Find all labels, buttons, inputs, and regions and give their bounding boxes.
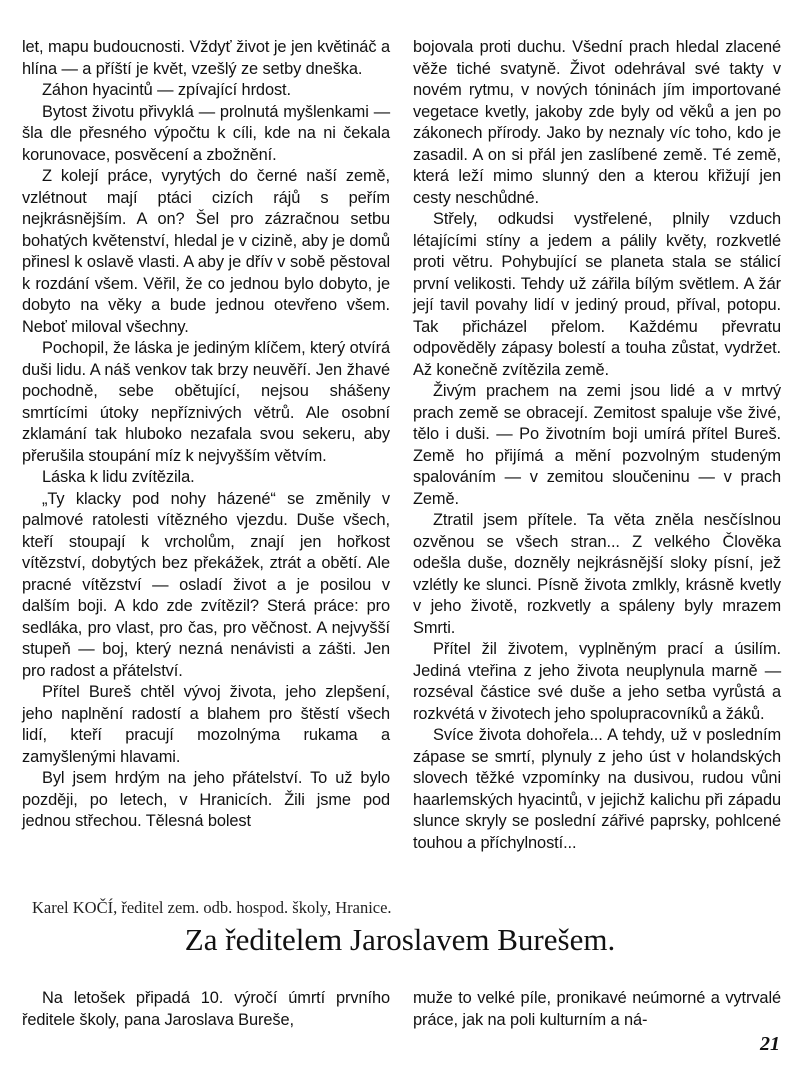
paragraph: Bytost životu přivyklá — prolnutá myšlenkami — šla dle přesného výpočtu k cíli, kde na ni čekala korunovace, posvěcení a zbožnění. [22, 102, 390, 164]
paragraph: Střely, odkudsi vystřelené, plnily vzduch létajícími stíny a jedem a pálily květy, rozkvetlé proti větru. Pohybující se planeta stala se stálicí první velikosti. Tehdy už zářila bílým světlem. A žár její tavil povahy lidí v jediný proud, příval, potopu. Tak přicházel přelom. Každému převratu odpověděly zápasy bolestí a touha zůstat, vydržet. Až konečně zvítězila země. [413, 210, 781, 379]
paragraph: Ztratil jsem přítele. Ta věta zněla nesčíslnou ozvěnou se všech stran... Z velkého Člověka odešla duše, dozněly nejkrásnější sloky písní, jež vzlétly ke slunci. Písně života zmlkly, krásně kvetly v jeho životě, rozkvetly a spáleny byly mrazem Smrti. [413, 511, 781, 637]
paragraph: Byl jsem hrdým na jeho přátelství. To už bylo později, po letech, v Hranicích. Žili jsme pod jednou střechou. Tělesná bolest [22, 769, 390, 830]
page-number: 21 [760, 1033, 780, 1055]
paragraph: Záhon hyacintů — zpívající hrdost. [42, 81, 291, 99]
author-line: Karel KOČÍ, ředitel zem. odb. hospod. školy, Hranice. [32, 898, 392, 917]
paragraph: Svíce života dohořela... A tehdy, už v posledním zápase se smrtí, plynuly z jeho úst v holandských slovech těžké vzpomínky na dusivou, rudou vůni haarlemských hyacintů, v jejichž kalichu při západu slunce skryly se poslední zářivé paprsky, pohlcené touhou a příchylností... [413, 726, 781, 852]
second-article-left-column [22, 988, 390, 1031]
paragraph: Na letošek připadá 10. výročí úmrtí prvního ředitele školy, pana Jaroslava Bureše, [22, 989, 390, 1029]
paragraph: Přítel Bureš chtěl vývoj života, jeho zlepšení, jeho naplnění radostí a blahem pro štěstí všech lidí, kteří pracují mozolnýma rukama a zamyšlenými hlavami. [22, 683, 390, 766]
paragraph: Z kolejí práce, vyrytých do černé naší země, vzlétnout mají ptáci cizích rájů s peřím nejkrásnějším. A on? Šel pro zázračnou setbu bohatých květenství, hledal je v cizině, aby je domů přinesl k oslavě vlasti. A aby je dřív v sobě pěstoval k rozdání všem. Věřil, že co jednou bylo dobyto, je dobyto na věky a bude jednou otevřeno všem. Neboť miloval všechny. [22, 167, 390, 336]
paragraph: let, mapu budoucnosti. Vždyť život je jen květináč a hlína — a příští je květ, vzešlý ze setby dneška. [22, 38, 390, 78]
article-title: Za ředitelem Jaroslavem Burešem. [184, 922, 616, 957]
paragraph: muže to velké píle, pronikavé neúmorné a vytrvalé práce, jak na poli kulturním a ná- [413, 989, 781, 1029]
paragraph: bojovala proti duchu. Všední prach hledal zlacené věže tiché svatyně. Život odehrával své takty v novém rytmu, v nových tóninách jím importované vegetace kvetly, jakoby zde byly od věků a jen po zákonech přírody. Jako by neznaly víc toho, kdo je zasadil. A on si přál jen zaslíbené země. Té země, která leží mimo slunný den a kterou křižují jen cesty neschůdné. [413, 38, 781, 207]
article-left-column [22, 37, 390, 833]
second-article-right-column [413, 988, 781, 1031]
paragraph: Přítel žil životem, vyplněným prací a úsilím. Jediná vteřina z jeho života neuplynula marně — rozséval částice své duše a jeho setba vyrůstá a rozkvétá v životech jeho spolupracovníků a žáků. [413, 640, 781, 723]
paragraph: Živým prachem na zemi jsou lidé a v mrtvý prach země se obracejí. Zemitost spaluje vše živé, tělo i duši. — Po životním boji umírá přítel Bureš. Země ho přijímá a mění pozvolným studeným spalováním — v zemitou sloučeninu — v prach Země. [413, 382, 781, 508]
paragraph: Láska k lidu zvítězila. [42, 468, 195, 486]
article-right-column [413, 37, 781, 854]
paragraph: Pochopil, že láska je jediným klíčem, který otvírá duši lidu. A náš venkov tak brzy neuvěří. Jen žhavé pochodně, sebe obětující, nejsou shášeny smrtícími útoky nepříznivých větrů. Ale osobní zklamání tak hluboko nezafala svou sekeru, aby přerušila stoupání míz k nejvyšším větvím. [22, 339, 390, 465]
paragraph: „Ty klacky pod nohy házené“ se změnily v palmové ratolesti vítězného vjezdu. Duše všech, kteří stoupají k vrcholům, znají jen hořkost vítězství, dobytých bez překážek, ztrát a obětí. Ale pracné vítězství — osladí život a je posilou v dalším boji. A kdo zde zvítězil? Sterá práce: pro sedláka, pro vlast, pro čas, pro věčnost. A nejvyšší stupeň — boj, který nezná nenávisti a zášti. Jen pro radost a přátelství. [22, 489, 390, 680]
